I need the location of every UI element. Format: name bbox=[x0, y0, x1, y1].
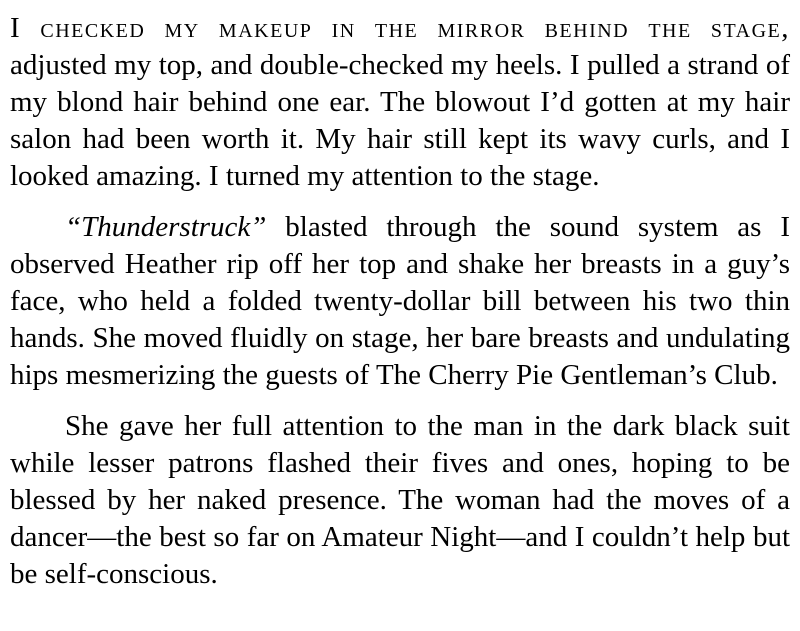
paragraph-opening-text: adjusted my top, and double-checked my heels. I pulled a strand of my blond hair behind one ear. The blowout I’d gotten at my hair salon had been worth it. My hair still kept its wavy curls, and I looked amazing. I turned my attention to the stage. bbox=[10, 49, 790, 192]
paragraph-thunderstruck-text: blasted through the sound system as I observed Heather rip off her top and shake her breasts in a guy’s face, who held a folded twenty-dollar bill between his two thin hands. She moved fluidly on stage, her bare breasts and undulating hips mesmerizing the guests of The Cherry Pie Gentleman’s Club. bbox=[10, 211, 790, 391]
paragraph-opening bbox=[10, 10, 790, 195]
paragraph-thunderstruck bbox=[10, 209, 790, 394]
song-title-italic: “Thunderstruck” bbox=[65, 211, 267, 243]
paragraph-dancer bbox=[10, 408, 790, 593]
paragraph-dancer-text: She gave her full attention to the man in the dark black suit while lesser patrons flashed their fives and ones, hoping to be blessed by her naked presence. The woman had the moves of a dancer—the best so far on Amateur Night—and I couldn’t help but be self-conscious. bbox=[10, 410, 790, 590]
small-caps-opening-line: I checked my makeup in the mirror behind the stage, bbox=[10, 12, 790, 44]
